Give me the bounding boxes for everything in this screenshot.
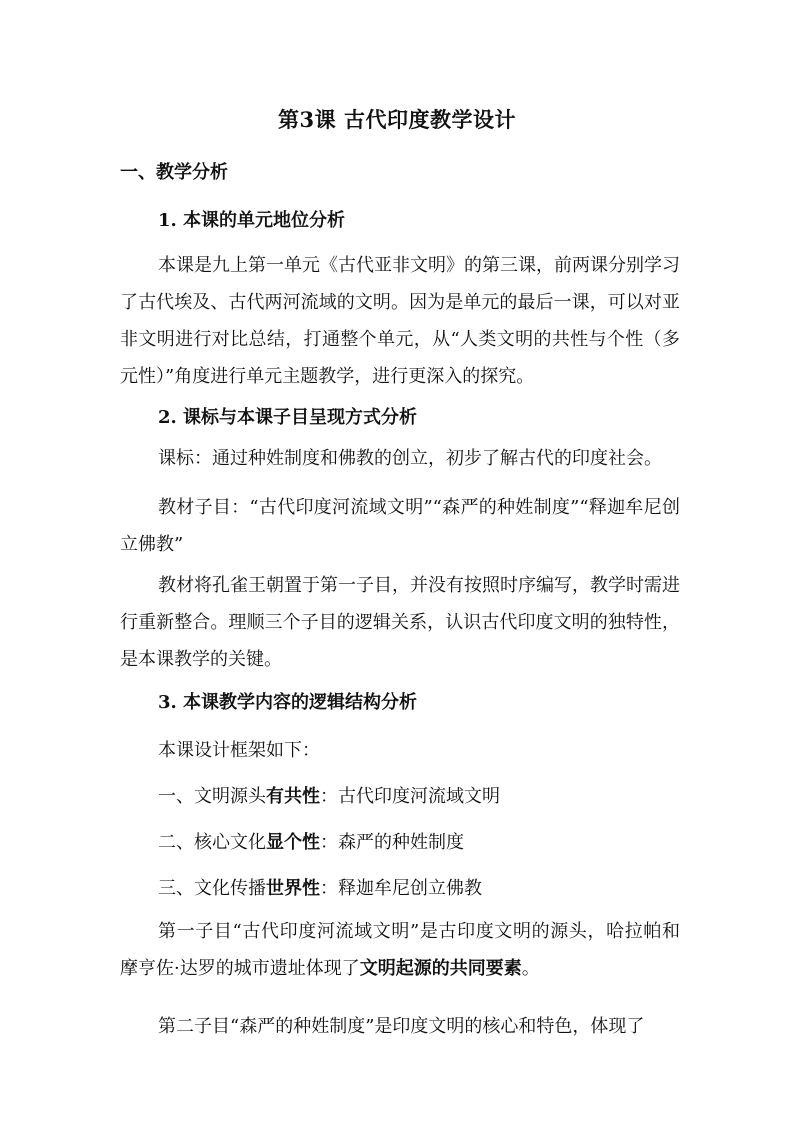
framework-intro: 本课设计框架如下： [158,740,320,761]
framework-item-keyword: 世界性 [266,878,320,899]
subsection-heading-curriculum: 2. 课标与本课子目呈现方式分析 [158,407,418,428]
framework-item-1 [158,782,500,808]
framework-item-suffix: ：古代印度河流域文明 [320,786,500,807]
framework-item-3 [158,874,482,900]
framework-item-2 [158,828,464,854]
framework-item-keyword: 有共性 [266,786,320,807]
paragraph-bold-text: 文明起源的共同要素 [359,958,522,979]
paragraph-unit-position: 本课是九上第一单元《古代亚非文明》的第三课，前两课分别学习了古代埃及、古代两河流域的文明。因为是单元的最后一课，可以对亚非文明进行对比总结，打通整个单元，从“人类文明的共性与个性（多元性）”角度进行单元主题教学，进行更深入的探究。 [120,255,680,387]
paragraph-text: 。 [521,958,540,979]
paragraph-text: 第一子目“古代印度河流域文明”是古印度文明的源头，哈拉帕和摩亨佐·达罗的城市遗址体现了 [120,921,680,979]
paragraph-second-subsection: 第二子目“森严的种姓制度”是印度文明的核心和特色，体现了 [158,1016,645,1037]
paragraph-curriculum-standard: 课标：通过种姓制度和佛教的创立，初步了解古代的印度社会。 [158,448,662,469]
framework-item-suffix: ：释迦牟尼创立佛教 [320,878,482,899]
subsection-heading-logic-structure: 3. 本课教学内容的逻辑结构分析 [158,692,418,713]
framework-item-prefix: 三、文化传播 [158,878,266,899]
framework-item-prefix: 二、核心文化 [158,832,266,853]
paragraph-textbook-subsections: 教材子目：“古代印度河流域文明”“森严的种姓制度”“释迦牟尼创立佛教” [120,497,680,555]
section-heading-teaching-analysis: 一、教学分析 [120,162,228,183]
subsection-heading-unit-position: 1. 本课的单元地位分析 [158,210,346,231]
framework-item-keyword: 显个性 [266,832,320,853]
framework-item-prefix: 一、文明源头 [158,786,266,807]
framework-item-suffix: ：森严的种姓制度 [320,832,464,853]
paragraph-first-subsection [120,913,680,987]
paragraph-restructuring: 教材将孔雀王朝置于第一子目，并没有按照时序编写，教学时需进行重新整合。理顺三个子目的逻辑关系，认识古代印度文明的独特性，是本课教学的关键。 [120,575,680,670]
page-title: 第3课 古代印度教学设计 [278,107,516,132]
